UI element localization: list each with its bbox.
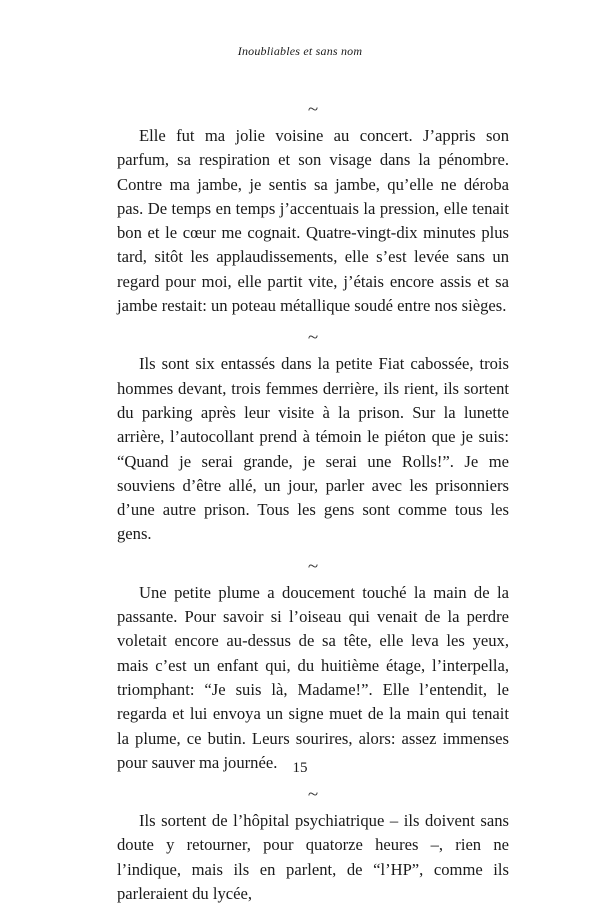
section-separator-2: ~ [307,327,319,349]
paragraph-4: Ils sortent de l’hôpital psychiatrique – ils doivent sans doute y retourner, pour quatorze heures –, rien ne l’indique, mais ils en parlent, de “l’HP”, comme ils parleraient du lycée, [117,811,509,904]
page-number: 15 [292,760,308,776]
body-text [117,96,509,912]
paragraph-3: Une petite plume a doucement touché la main de la passante. Pour savoir si l’oiseau qui venait de la perdre voletait encore au-dessus de sa tête, elle leva les yeux, mais c’est un enfant qui, du huitième étage, l’interpella, triomphant: “Je suis là, Madame!”. Elle l’entendit, le regarda et lui envoya un signe muet de la main qui tenait la plume, ce butin. Leurs sourires, alors: assez immenses pour sauver ma journée. [117,582,509,772]
section-separator-1: ~ [307,99,319,120]
paragraph-2: Ils sont six entassés dans la petite Fiat cabossée, trois hommes devant, trois femmes derrière, ils rient, ils sortent du parking après leur visite à la prison. Sur la lunette arrière, l’autocollant prend à témoin le piéton que je suis: “Quand je serai grande, je serai une Rolls!”. Je me souviens d’être allé, un jour, parler avec les prisonniers d’une autre prison. Tous les gens sont comme tous les gens. [117,354,509,544]
section-separator-3: ~ [307,555,319,577]
running-title: Inoubliables et sans nom [237,44,363,58]
paragraph-1: Elle fut ma jolie voisine au concert. J’appris son parfum, sa respiration et son visage dans la pénombre. Contre ma jambe, je sentis sa jambe, qu’elle ne déroba pas. De temps en temps j’accentuais la pression, elle tenait bon et le cœur me cognait. Quatre-vingt-dix minutes plus tard, sitôt les applaudissements, elle s’est levée sans un regard pour moi, elle partit vite, j’étais encore assis et sa jambe restait: un poteau métallique soudé entre nos sièges. [117,126,509,316]
section-separator-4: ~ [307,784,319,806]
